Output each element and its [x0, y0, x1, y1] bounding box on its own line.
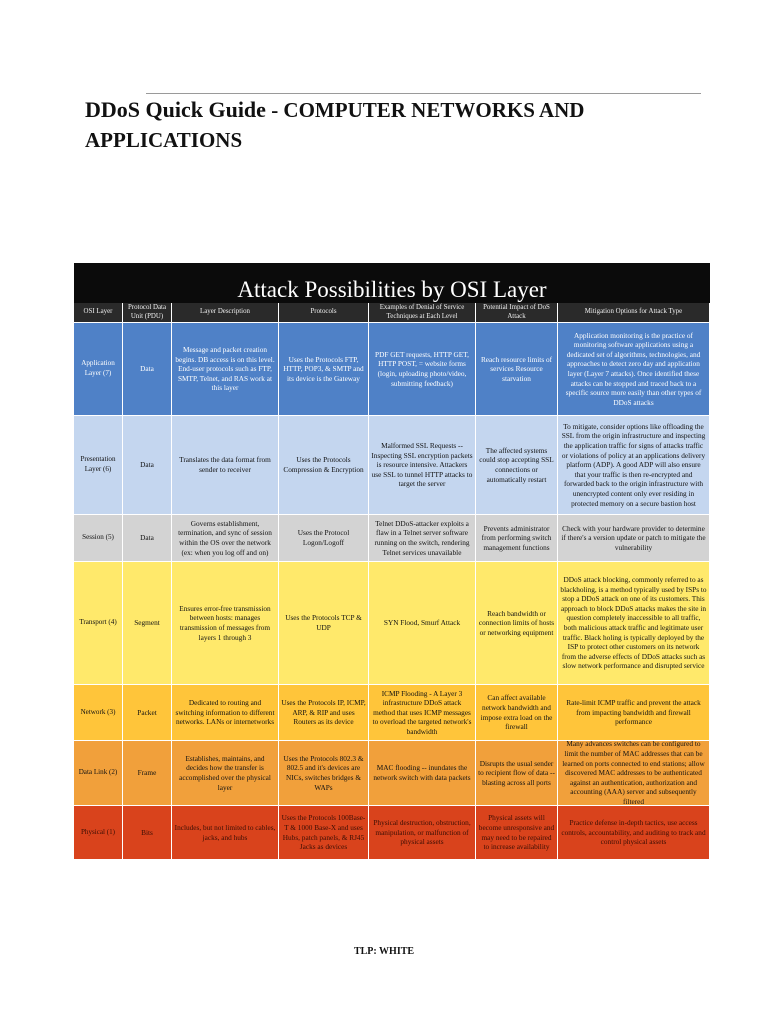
layer-description-cell-pres: Translates the data format from sender to receiver	[172, 416, 279, 515]
protocols-cell-pres: Uses the Protocols Compression & Encryption	[279, 416, 369, 515]
osi-layer-cell-trans: Transport (4)	[74, 562, 123, 685]
document-title	[85, 95, 725, 155]
protocols-cell-net: Uses the Protocols IP, ICMP, ARP, & RIP and uses Routers as its device	[279, 685, 369, 741]
layer-description-cell-phys: Includes, but not limited to cables, jacks, and hubs	[172, 806, 279, 860]
dos-impact-cell-phys: Physical assets will become unresponsive and may need to be repaired to increase availability	[476, 806, 558, 860]
header-mitigation: Mitigation Options for Attack Type	[558, 303, 710, 323]
layer-description-cell-sess: Governs establishment, termination, and sync of session within the OS over the network (ex: when you log off and on)	[172, 515, 279, 562]
dos-examples-cell-pres: Malformed SSL Requests -- Inspecting SSL encryption packets is resource intensive. Attackers use SSL to tunnel HTTP attacks to target the server	[369, 416, 476, 515]
osi-layer-cell-pres: Presentation Layer (6)	[74, 416, 123, 515]
top-rule	[146, 93, 701, 94]
dos-impact-cell-sess: Prevents administrator from performing switch management functions	[476, 515, 558, 562]
dos-examples-cell-net: ICMP Flooding - A Layer 3 infrastructure DDoS attack method that uses ICMP messages to overload the targeted network's bandwidth	[369, 685, 476, 741]
protocols-cell-phys: Uses the Protocols 100Base-T & 1000 Base-X and uses Hubs, patch panels, & RJ45 Jacks as devices	[279, 806, 369, 860]
tlp-footer: TLP: WHITE	[353, 946, 415, 957]
osi-layer-cell-phys: Physical (1)	[74, 806, 123, 860]
layer-description-cell-trans: Ensures error-free transmission between hosts: manages transmission of messages from layers 1 through 3	[172, 562, 279, 685]
header-pdu: Protocol Data Unit (PDU)	[123, 303, 172, 323]
mitigation-cell-net: Rate-limit ICMP traffic and prevent the attack from impacting bandwidth and firewall performance	[558, 685, 710, 741]
dos-impact-cell-net: Can affect available network bandwidth and impose extra load on the firewall	[476, 685, 558, 741]
dos-impact-cell-pres: The affected systems could stop accepting SSL connections or automatically restart	[476, 416, 558, 515]
dos-impact-cell-trans: Reach bandwidth or connection limits of hosts or networking equipment	[476, 562, 558, 685]
protocols-cell-trans: Uses the Protocols TCP & UDP	[279, 562, 369, 685]
pdu-cell-dl: Frame	[123, 741, 172, 806]
mitigation-cell-dl: Many advances switches can be configured to limit the number of MAC addresses that can be learned on ports connected to end stations; allow discovered MAC addresses to be authenticated against an authentication, authorization and accounting (AAA) server and subsequently filtered	[558, 741, 710, 806]
table-title: Attack Possibilities by OSI Layer	[74, 263, 710, 303]
osi-layer-cell-app: Application Layer (7)	[74, 323, 123, 416]
dos-examples-cell-trans: SYN Flood, Smurf Attack	[369, 562, 476, 685]
layer-description-cell-net: Dedicated to routing and switching information to different networks. LANs or internetworks	[172, 685, 279, 741]
layer-description-cell-app: Message and packet creation begins. DB access is on this level. End-user protocols such as FTP, SMTP, Telnet, and RAS work at this layer	[172, 323, 279, 416]
header-dos-impact: Potential Impact of DoS Attack	[476, 303, 558, 323]
mitigation-cell-sess: Check with your hardware provider to determine if there's a version update or patch to mitigate the vulnerability	[558, 515, 710, 562]
protocols-cell-app: Uses the Protocols FTP, HTTP, POP3, & SMTP and its device is the Gateway	[279, 323, 369, 416]
document-title-bold: DDoS Quick Guide	[85, 97, 266, 122]
osi-layer-cell-sess: Session (5)	[74, 515, 123, 562]
pdu-cell-phys: Bits	[123, 806, 172, 860]
osi-layer-cell-dl: Data Link (2)	[74, 741, 123, 806]
pdu-cell-pres: Data	[123, 416, 172, 515]
osi-layer-cell-net: Network (3)	[74, 685, 123, 741]
header-layer-description: Layer Description	[172, 303, 279, 323]
pdu-cell-sess: Data	[123, 515, 172, 562]
mitigation-cell-phys: Practice defense in-depth tactics, use access controls, accountability, and auditing to track and control physical assets	[558, 806, 710, 860]
header-dos-examples: Examples of Denial of Service Techniques at Each Level	[369, 303, 476, 323]
layer-description-cell-dl: Establishes, maintains, and decides how the transfer is accomplished over the physical layer	[172, 741, 279, 806]
protocols-cell-dl: Uses the Protocols 802.3 & 802.5 and it's devices are NICs, switches bridges & WAPs	[279, 741, 369, 806]
dos-examples-cell-app: PDF GET requests, HTTP GET, HTTP POST, = website forms (login, uploading photo/video, submitting feedback)	[369, 323, 476, 416]
header-protocols: Protocols	[279, 303, 369, 323]
header-osi-layer: OSI Layer	[74, 303, 123, 323]
dos-impact-cell-dl: Disrupts the usual sender to recipient flow of data -- blasting across all ports	[476, 741, 558, 806]
mitigation-cell-pres: To mitigate, consider options like offloading the SSL from the origin infrastructure and inspecting the application traffic for signs of attacks traffic or violations of policy at an applications delivery platform (ADP). A good ADP will also ensure that your traffic is then re-encrypted and forwarded back to the origin infrastructure with unencrypted content only ever residing in protected memory on a secure bastion host	[558, 416, 710, 515]
document-title-rest: - COMPUTER NETWORKS AND APPLICATIONS	[85, 98, 585, 152]
pdu-cell-trans: Segment	[123, 562, 172, 685]
dos-examples-cell-sess: Telnet DDoS-attacker exploits a flaw in a Telnet server software running on the switch, rendering Telnet services unavailable	[369, 515, 476, 562]
dos-examples-cell-dl: MAC flooding -- inundates the network switch with data packets	[369, 741, 476, 806]
pdu-cell-app: Data	[123, 323, 172, 416]
dos-examples-cell-phys: Physical destruction, obstruction, manipulation, or malfunction of physical assets	[369, 806, 476, 860]
table-grid	[74, 303, 710, 860]
pdu-cell-net: Packet	[123, 685, 172, 741]
osi-attack-table	[74, 263, 710, 870]
protocols-cell-sess: Uses the Protocol Logon/Logoff	[279, 515, 369, 562]
mitigation-cell-app: Application monitoring is the practice of monitoring software applications using a dedicated set of algorithms, technologies, and approaches to detect zero day and application layer (Layer 7 attacks). Once identified these attacks can be stopped and traced back to a specific source more easily than other types of DDoS attacks	[558, 323, 710, 416]
mitigation-cell-trans: DDoS attack blocking, commonly referred to as blackholing, is a method typically used by ISPs to stop a DDoS attack on one of its customers. This approach to block DDoS attacks makes the site in question completely inaccessible to all traffic, both malicious attack traffic and legitimate user traffic. Black holing is typically deployed by the ISP to protect other customers on its network from the adverse effects of DDoS attacks such as slow network performance and disrupted service	[558, 562, 710, 685]
dos-impact-cell-app: Reach resource limits of services Resource starvation	[476, 323, 558, 416]
